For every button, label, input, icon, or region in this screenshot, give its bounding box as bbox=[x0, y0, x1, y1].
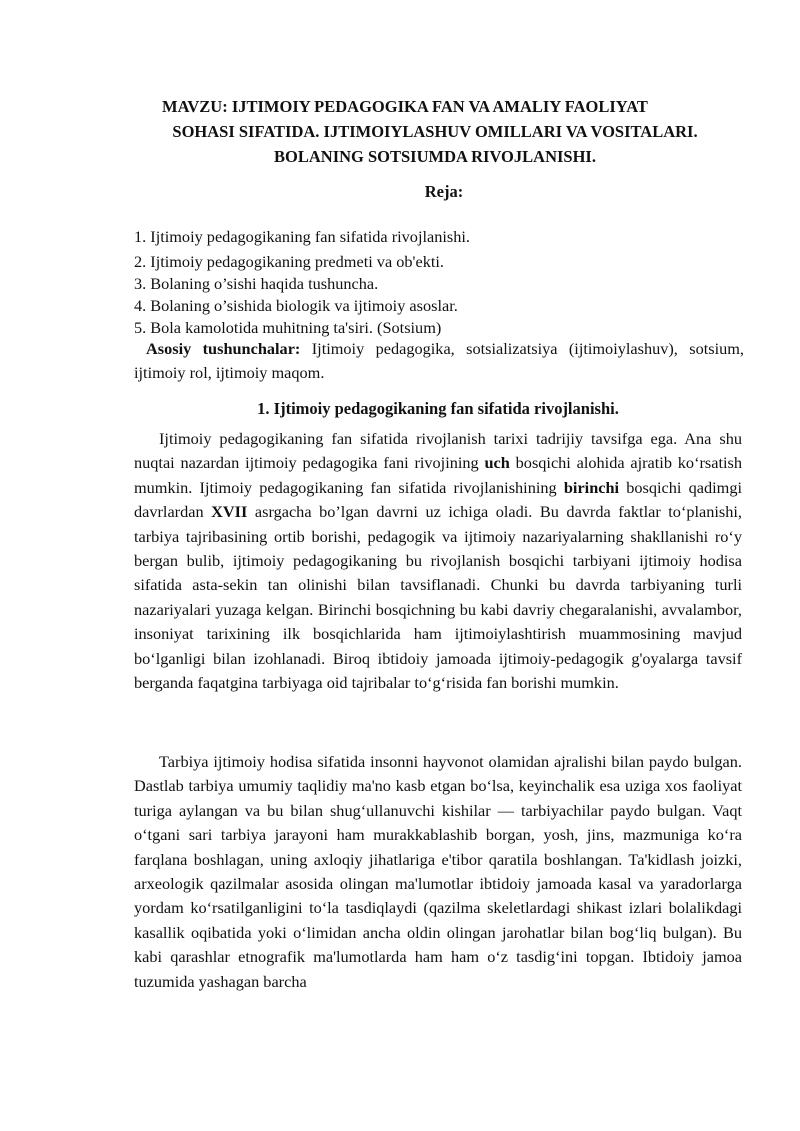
title-line-3: BOLANING SOTSIUMDA RIVOJLANISHI. bbox=[274, 147, 596, 166]
plan-heading: Reja: bbox=[424, 182, 464, 201]
bold-term: birinchi bbox=[563, 477, 620, 497]
key-concepts-label: Asosiy tushunchalar: bbox=[146, 339, 301, 358]
plan-item: 3. Bolaning o’sishi haqida tushuncha. bbox=[134, 274, 379, 293]
paragraph-text: asrgacha bo’lgan davrni uz ichiga oladi. Bu davrda faktlar to‘planishi, tarbiya tajribasining ortib borishi, pedagogik va ijtimoiy nazariyalarning shakllanishi ro‘y bergan bulib, ijtimoiy pedagogikaning bu rivojlanish bosqichi tarbiyani ijtimoiy hodisa sifatida asta-sekin tan olinishi bilan tavsiflanadi. Chunki bu davrda tarbiyaning turli nazariyalari yuzaga kelgan. Birinchi bosqichning bu kabi davriy chegaralanishi, avvalambor, insoniyat tarixining ilk bosqichlarida ham ijtimoiylashtirish muammosining mavjud bo‘lganligi bilan izohlanadi. Biroq ibtidoiy jamoada ijtimoiy-pedagogik g'oyalarga tavsif berganda faqatgina tarbiyaga oid tajribalar to‘g‘risida fan borishi mumkin. bbox=[134, 502, 742, 693]
plan-item: 1. Ijtimoiy pedagogikaning fan sifatida rivojlanishi. bbox=[134, 227, 470, 246]
key-concepts bbox=[134, 337, 744, 385]
paragraph-text: bosqichi alohida ajratib ko‘rsatish mumkin. Ijtimoiy pedagogikaning fan sifatida rivojlanishining bbox=[134, 453, 743, 497]
paragraph-1 bbox=[134, 427, 742, 695]
paragraph-2: Tarbiya ijtimoiy hodisa sifatida insonni hayvonot olamidan ajralishi bilan paydo bulgan. Dastlab tarbiya umumiy taqlidiy ma'no kasb etgan bo‘lsa, keyinchalik esa uziga xos faoliyat turiga aylangan va bu bilan shug‘ullanuvchi kishilar — tarbiyachilar paydo bulgan. Vaqt o‘tgani sari tarbiya jarayoni ham murakkablashib borgan, yosh, jins, mazmuniga ko‘ra farqlana boshlagan, uning axloqiy jihatlariga e'tibor qaratila boshlangan. Ta'kidlash joizki, arxeologik qazilmalar asosida olingan ma'lumotlar ibtidoiy jamoada kasal va yaradorlarga yordam ko‘rsatilganligini to‘la tasdiqlaydi (qazilma skeletlardagi shikast izlari bolalikdagi kasallik oqibatida yoki o‘limidan ancha oldin olingan jarohatlar bilan bog‘liq bulgan). Bu kabi qarashlar etnografik ma'lumotlarda ham ham o‘z tasdig‘ini topgan. Ibtidoiy jamoa tuzumida yashagan barcha bbox=[134, 752, 742, 991]
plan-item: 5. Bola kamolotida muhitning ta'siri. (Sotsium) bbox=[134, 318, 442, 337]
title-line-2: SOHASI SIFATIDA. IJTIMOIYLASHUV OMILLARI VA VOSITALARI. bbox=[172, 122, 698, 141]
document-title bbox=[120, 94, 750, 169]
plan-list bbox=[134, 226, 744, 339]
paragraph-text: bosqichi qadimgi davrlardan bbox=[134, 477, 743, 522]
bold-term: XVII bbox=[211, 502, 248, 522]
plan-item: 4. Bolaning o’sishida biologik va ijtimoiy asoslar. bbox=[134, 296, 458, 315]
bold-term: uch bbox=[484, 453, 510, 473]
key-concepts-text: Ijtimoiy pedagogika, sotsializatsiya (ijtimoiylashuv), sotsium, ijtimoiy rol, ijtimoiy maqom. bbox=[134, 339, 744, 382]
title-line-1: MAVZU: IJTIMOIY PEDAGOGIKA FAN VA AMALIY FAOLIYAT bbox=[162, 97, 648, 116]
paragraph-text: Ijtimoiy pedagogikaning fan sifatida rivojlanish tarixi tadrijiy tavsifga ega. Ana shu nuqtai nazardan ijtimoiy pedagogika fani rivojining bbox=[134, 429, 742, 473]
section-title: 1. Ijtimoiy pedagogikaning fan sifatida rivojlanishi. bbox=[257, 399, 619, 418]
plan-item: 2. Ijtimoiy pedagogikaning predmeti va ob'ekti. bbox=[134, 252, 444, 271]
